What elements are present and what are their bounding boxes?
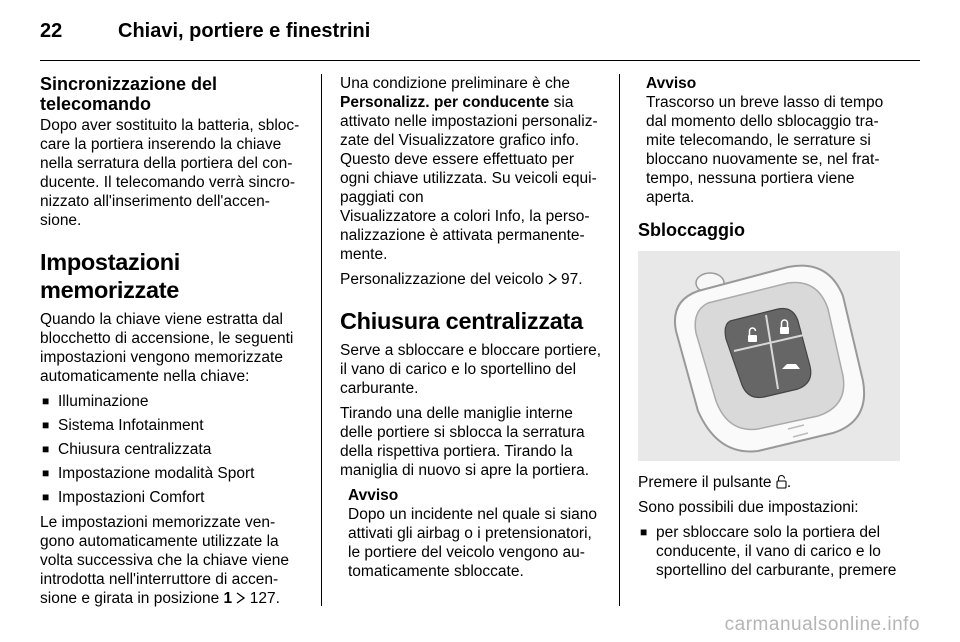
menu-setting-name: Personalizz. per conducente bbox=[340, 94, 550, 111]
ref-arrow-icon bbox=[236, 592, 245, 604]
page-ref[interactable]: 97. bbox=[560, 271, 583, 288]
list-item: ■ Illuminazione bbox=[40, 392, 302, 411]
sync-body: Dopo aver sostituito la batteria, sbloccare la portiera inserendo la chiave nella serratura della portiera del conducente. Il telecomando verrà sincronizzato all'inserimento dell'accensione. bbox=[40, 117, 300, 229]
precondition-rest: sia attivato nelle impostazioni personalizzate del Visualizzatore grafico info. Questo deve essere effettuato per ogni chiave utilizzata. Su veicoli equipaggiati con bbox=[340, 94, 598, 206]
key-fob-illustration bbox=[638, 251, 900, 461]
sync-heading bbox=[40, 74, 302, 114]
sync-heading-line1: Sincronizzazione del bbox=[40, 74, 218, 94]
press-text: Premere il pulsante bbox=[638, 474, 772, 491]
memo-heading: Impostazioni memorizzate bbox=[40, 249, 181, 303]
watermark: carmanualsonline.info bbox=[724, 614, 920, 635]
press-button-text bbox=[638, 473, 900, 492]
memo-tail-text: Le impostazioni memorizzate vengono automaticamente utilizzate la volta successiva che la chiave viene introdotta nell'interruttore di accensione e girata in posizione bbox=[40, 514, 289, 607]
page-ref[interactable]: 127. bbox=[249, 590, 280, 607]
position-number: 1 bbox=[223, 590, 233, 607]
note-box bbox=[646, 74, 900, 207]
central-body-1: Serve a sbloccare e bloccare portiere, il vano di carico e lo sportellino del carburante. bbox=[340, 342, 602, 397]
note-body: Dopo un incidente nel quale si siano attivati gli airbag o i pretensionatori, le portiere del veicolo vengono automaticamente sbloccate. bbox=[348, 506, 598, 580]
list-item: ■ Chiusura centralizzata bbox=[40, 440, 302, 459]
page-number: 22 bbox=[40, 20, 63, 42]
options-text: Sono possibili due impostazioni: bbox=[638, 499, 859, 516]
options-list bbox=[638, 523, 900, 580]
unlock-icon bbox=[776, 474, 787, 489]
column-2 bbox=[340, 74, 602, 587]
chapter-title: Chiavi, portiere e finestrini bbox=[118, 20, 371, 42]
header-rule bbox=[40, 60, 920, 61]
personalization-ref bbox=[340, 270, 602, 289]
ref-arrow-icon bbox=[548, 273, 557, 285]
note-title: Avviso bbox=[348, 487, 399, 504]
memo-body: Quando la chiave viene estratta dal blocchetto di accensione, le seguenti impostazioni vengono memorizzate automaticamente nella chiave: bbox=[40, 311, 294, 385]
precondition-text bbox=[340, 74, 602, 264]
precondition-color-info: Visualizzatore a colori Info, la personalizzazione è attivata permanentemente. bbox=[340, 208, 590, 263]
column-divider-2 bbox=[619, 74, 620, 606]
note-body: Trascorso un breve lasso di tempo dal momento dello sblocaggio tramite telecomando, le serrature si bloccano nuovamente se, nel frattempo, nessuna portiera viene aperta. bbox=[646, 94, 884, 206]
column-3 bbox=[638, 74, 900, 586]
list-item: ■ Impostazioni Comfort bbox=[40, 488, 302, 507]
page-header bbox=[40, 14, 920, 58]
press-end: . bbox=[786, 474, 792, 491]
memo-list bbox=[40, 392, 302, 507]
precondition-line: Una condizione preliminare è che bbox=[340, 75, 571, 92]
note-title: Avviso bbox=[646, 75, 697, 92]
column-divider-1 bbox=[321, 74, 322, 606]
sync-heading-line2: telecomando bbox=[40, 94, 152, 114]
central-locking-heading: Chiusura centralizzata bbox=[340, 308, 583, 334]
key-fob-drawing bbox=[638, 251, 900, 461]
ref-text: Personalizzazione del veicolo bbox=[340, 271, 544, 288]
list-item: ■ Sistema Infotainment bbox=[40, 416, 302, 435]
central-body-2: Tirando una delle maniglie interne delle portiere si sblocca la serratura della rispettiva portiera. Tirando la maniglia di nuovo si apre la portiera. bbox=[340, 405, 589, 479]
unlock-heading: Sbloccaggio bbox=[638, 220, 746, 240]
column-1 bbox=[40, 74, 302, 614]
list-item: ■ Impostazione modalità Sport bbox=[40, 464, 302, 483]
list-item: ■ per sbloccare solo la portiera del conducente, il vano di carico e lo sportellino del carburante, premere bbox=[638, 523, 900, 580]
note-box bbox=[348, 486, 602, 581]
memo-tail bbox=[40, 513, 302, 608]
